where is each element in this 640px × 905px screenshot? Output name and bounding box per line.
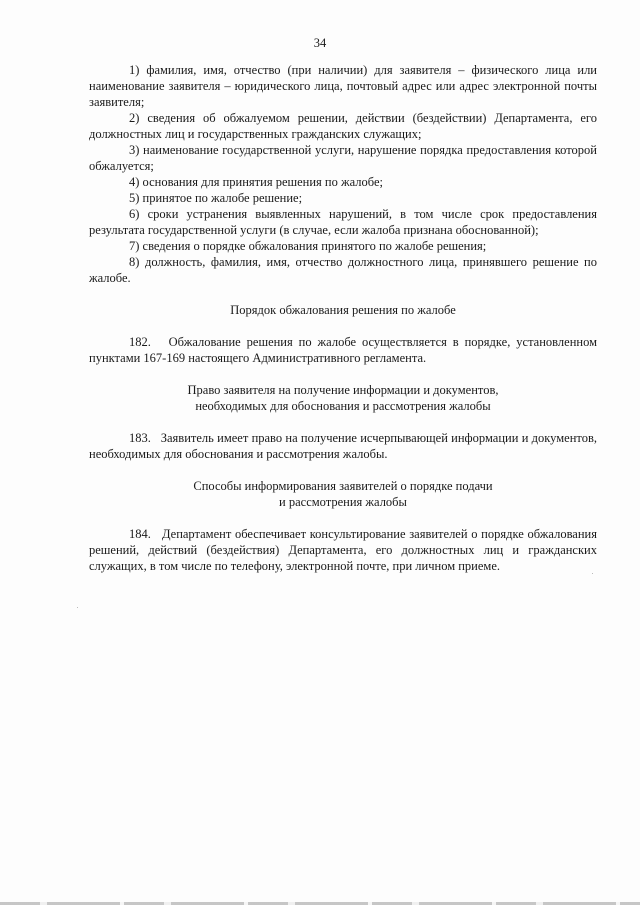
section-paragraph: 184. Департамент обеспечивает консультирование заявителей о порядке обжалования решений, действий (бездействия) Департамента, его должностных лиц и гражданских служащих, в том числе по телефону, электронной почте, при личном приеме. bbox=[89, 527, 597, 573]
list-item: 7) сведения о порядке обжалования принятого по жалобе решения; bbox=[129, 239, 487, 253]
list-item: 4) основания для принятия решения по жалобе; bbox=[129, 175, 383, 189]
complaint-content-list bbox=[89, 62, 597, 286]
list-item: 8) должность, фамилия, имя, отчество должностного лица, принявшего решение по жалобе. bbox=[89, 255, 597, 285]
section-heading-line: и рассмотрения жалобы bbox=[279, 495, 407, 509]
document-body bbox=[89, 62, 597, 574]
section-heading bbox=[89, 302, 597, 318]
section-heading bbox=[89, 478, 597, 510]
list-item: 5) принятое по жалобе решение; bbox=[129, 191, 303, 205]
section-paragraph: 183. Заявитель имеет право на получение исчерпывающей информации и документов, необходимых для обоснования и рассмотрения жалобы. bbox=[89, 431, 597, 461]
list-item: 6) сроки устранения выявленных нарушений, в том числе срок предоставления результата государственной услуги (в случае, если жалоба признана обоснованной); bbox=[89, 207, 597, 237]
section-heading-line: Право заявителя на получение информации и документов, bbox=[187, 383, 499, 397]
scan-speck bbox=[592, 573, 593, 574]
list-item: 3) наименование государственной услуги, нарушение порядка предоставления которой обжалуется; bbox=[89, 143, 597, 173]
section-right-to-information bbox=[89, 382, 597, 462]
page-number: 34 bbox=[313, 36, 327, 50]
section-heading-line: Способы информирования заявителей о порядке подачи bbox=[193, 479, 493, 493]
section-appeal-procedure bbox=[89, 302, 597, 366]
list-item: 1) фамилия, имя, отчество (при наличии) для заявителя – физического лица или наименование заявителя – юридического лица, почтовый адрес или адрес электронной почты заявителя; bbox=[89, 63, 597, 109]
section-heading-line: необходимых для обоснования и рассмотрения жалобы bbox=[195, 399, 491, 413]
section-informing-methods bbox=[89, 478, 597, 574]
scan-speck bbox=[77, 607, 78, 608]
section-heading-line: Порядок обжалования решения по жалобе bbox=[230, 303, 456, 317]
section-heading bbox=[89, 382, 597, 414]
section-paragraph: 182. Обжалование решения по жалобе осуществляется в порядке, установленном пунктами 167-169 настоящего Административного регламента. bbox=[89, 335, 597, 365]
list-item: 2) сведения об обжалуемом решении, действии (бездействии) Департамента, его должностных лиц и государственных гражданских служащих; bbox=[89, 111, 597, 141]
